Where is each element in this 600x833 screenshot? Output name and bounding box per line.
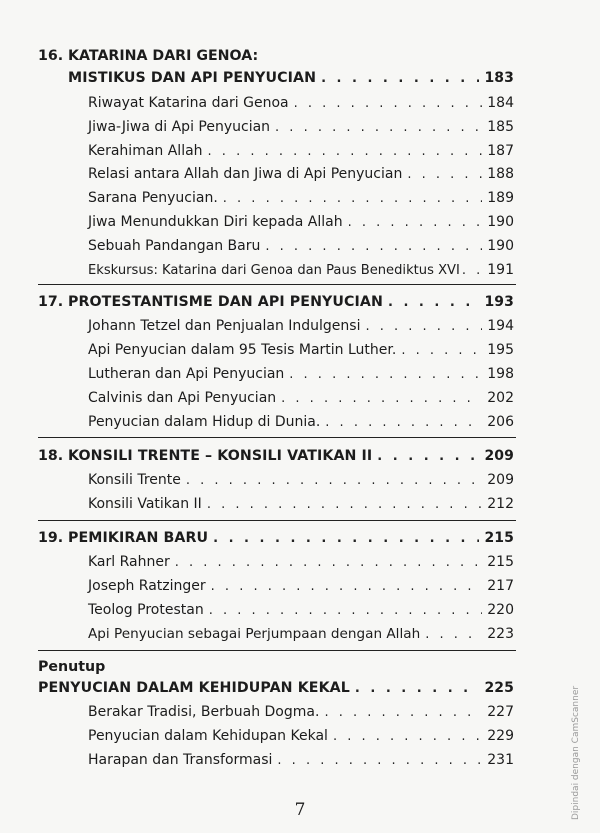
leader-dots bbox=[223, 191, 482, 206]
entry-title: Konsili Trente bbox=[88, 472, 181, 488]
toc-entry[interactable] bbox=[88, 414, 514, 430]
chapter-title: PROTESTANTISME DAN API PENYUCIAN bbox=[68, 294, 383, 310]
leader-dots bbox=[321, 71, 479, 86]
page-ref: 191 bbox=[487, 262, 514, 278]
entry-title: Harapan dan Transformasi bbox=[88, 752, 273, 768]
toc-entry[interactable] bbox=[88, 554, 514, 570]
page-ref: 212 bbox=[487, 496, 514, 512]
leader-dots bbox=[186, 473, 482, 488]
leader-dots bbox=[207, 497, 482, 512]
leader-dots bbox=[209, 603, 483, 618]
toc-entry[interactable] bbox=[88, 752, 514, 768]
toc-entry[interactable] bbox=[88, 166, 514, 182]
leader-dots bbox=[377, 449, 479, 464]
toc-entry[interactable] bbox=[88, 318, 514, 334]
entry-title: Joseph Ratzinger bbox=[88, 578, 206, 594]
toc-entry[interactable] bbox=[88, 119, 514, 135]
page-ref: 209 bbox=[487, 472, 514, 488]
page-ref: 198 bbox=[487, 366, 514, 382]
page-ref: 217 bbox=[487, 578, 514, 594]
leader-dots bbox=[208, 144, 483, 159]
leader-dots bbox=[462, 263, 485, 278]
entry-title: Johann Tetzel dan Penjualan Indulgensi bbox=[88, 318, 361, 334]
toc-entry[interactable] bbox=[88, 214, 514, 230]
scanner-watermark bbox=[571, 685, 585, 820]
entry-title: Penyucian dalam Hidup di Dunia. bbox=[88, 414, 321, 430]
watermark-text: Dipindai dengan CamScanner bbox=[571, 685, 581, 820]
leader-dots bbox=[333, 729, 482, 744]
entry-title: Lutheran dan Api Penyucian bbox=[88, 366, 285, 382]
page-ref: 215 bbox=[487, 554, 514, 570]
section-divider bbox=[38, 650, 516, 651]
closing-label: Penutup bbox=[38, 659, 106, 675]
entry-title: Ekskursus: Katarina dari Genoa dan Paus Benediktus XVI bbox=[88, 263, 460, 278]
toc-entry[interactable] bbox=[88, 496, 514, 512]
section-divider bbox=[38, 284, 516, 285]
chapter-title: PENYUCIAN DALAM KEHIDUPAN KEKAL bbox=[38, 680, 350, 696]
entry-title: Karl Rahner bbox=[88, 554, 170, 570]
toc-chapter-row[interactable] bbox=[68, 70, 514, 86]
toc-entry[interactable] bbox=[88, 472, 514, 488]
leader-dots bbox=[407, 167, 482, 182]
leader-dots bbox=[425, 627, 482, 642]
entry-title: Api Penyucian dalam 95 Tesis Martin Luther. bbox=[88, 342, 397, 358]
page-ref: 227 bbox=[487, 704, 514, 720]
page-ref: 202 bbox=[487, 390, 514, 406]
leader-dots bbox=[213, 531, 479, 546]
leader-dots bbox=[355, 681, 480, 696]
entry-title: Berakar Tradisi, Berbuah Dogma. bbox=[88, 704, 320, 720]
toc-entry[interactable] bbox=[88, 578, 514, 594]
toc-chapter-row[interactable] bbox=[68, 448, 514, 464]
leader-dots bbox=[325, 415, 482, 430]
page-ref: 184 bbox=[487, 95, 514, 111]
chapter-title: MISTIKUS DAN API PENYUCIAN bbox=[68, 70, 317, 86]
chapter-title-line1: KATARINA DARI GENOA: bbox=[68, 48, 259, 64]
leader-dots bbox=[275, 120, 482, 135]
entry-title: Jiwa-Jiwa di Api Penyucian bbox=[88, 119, 271, 135]
entry-title: Api Penyucian sebagai Perjumpaan dengan Allah bbox=[88, 626, 421, 642]
entry-title: Sarana Penyucian. bbox=[88, 190, 218, 206]
page-ref: 223 bbox=[487, 626, 514, 642]
chapter-number: 17. bbox=[38, 294, 64, 310]
toc-entry[interactable] bbox=[88, 602, 514, 618]
toc-entry[interactable] bbox=[88, 390, 514, 406]
entry-title: Konsili Vatikan II bbox=[88, 496, 202, 512]
chapter-number: 16. bbox=[38, 48, 64, 64]
page-ref: 195 bbox=[487, 342, 514, 358]
toc-entry[interactable] bbox=[88, 143, 514, 159]
leader-dots bbox=[388, 295, 479, 310]
entry-title: Sebuah Pandangan Baru bbox=[88, 238, 261, 254]
toc-entry[interactable] bbox=[88, 626, 514, 642]
page-ref: 185 bbox=[487, 119, 514, 135]
entry-title: Penyucian dalam Kehidupan Kekal bbox=[88, 728, 328, 744]
page-ref: 194 bbox=[487, 318, 514, 334]
leader-dots bbox=[365, 319, 482, 334]
page-ref: 193 bbox=[484, 294, 514, 310]
toc-entry[interactable] bbox=[88, 366, 514, 382]
leader-dots bbox=[211, 579, 483, 594]
toc-entry[interactable] bbox=[88, 728, 514, 744]
chapter-title: KONSILI TRENTE – KONSILI VATIKAN II bbox=[68, 448, 373, 464]
toc-entry[interactable] bbox=[88, 190, 514, 206]
entry-title: Relasi antara Allah dan Jiwa di Api Penyucian bbox=[88, 166, 403, 182]
page-ref: 183 bbox=[484, 70, 514, 86]
page-ref: 231 bbox=[487, 752, 514, 768]
leader-dots bbox=[175, 555, 483, 570]
page-ref: 225 bbox=[484, 680, 514, 696]
page-ref: 190 bbox=[487, 214, 514, 230]
section-divider bbox=[38, 437, 516, 438]
toc-entry[interactable] bbox=[88, 95, 514, 111]
page-ref: 187 bbox=[487, 143, 514, 159]
page-ref: 215 bbox=[484, 530, 514, 546]
toc-chapter-row[interactable] bbox=[68, 530, 514, 546]
chapter-number: 18. bbox=[38, 448, 64, 464]
toc-entry[interactable] bbox=[88, 238, 514, 254]
page-ref: 229 bbox=[487, 728, 514, 744]
toc-chapter-row[interactable] bbox=[68, 294, 514, 310]
leader-dots bbox=[401, 343, 482, 358]
chapter-number: 19. bbox=[38, 530, 64, 546]
page-ref: 209 bbox=[484, 448, 514, 464]
toc-chapter-row[interactable] bbox=[38, 680, 514, 696]
page-ref: 220 bbox=[487, 602, 514, 618]
leader-dots bbox=[348, 215, 483, 230]
toc-entry[interactable] bbox=[88, 342, 514, 358]
entry-title: Riwayat Katarina dari Genoa bbox=[88, 95, 289, 111]
section-divider bbox=[38, 520, 516, 521]
page-ref: 190 bbox=[487, 238, 514, 254]
page-ref: 188 bbox=[487, 166, 514, 182]
leader-dots bbox=[277, 753, 482, 768]
leader-dots bbox=[281, 391, 482, 406]
chapter-title: PEMIKIRAN BARU bbox=[68, 530, 209, 546]
page-number: 7 bbox=[294, 800, 306, 820]
leader-dots bbox=[294, 96, 483, 111]
page-ref: 189 bbox=[487, 190, 514, 206]
entry-title: Kerahiman Allah bbox=[88, 143, 203, 159]
leader-dots bbox=[289, 367, 482, 382]
leader-dots bbox=[265, 239, 482, 254]
leader-dots bbox=[324, 705, 482, 720]
entry-title: Teolog Protestan bbox=[88, 602, 204, 618]
entry-title: Jiwa Menundukkan Diri kepada Allah bbox=[88, 214, 343, 230]
toc-entry[interactable] bbox=[88, 704, 514, 720]
toc-entry[interactable] bbox=[88, 262, 514, 278]
page-ref: 206 bbox=[487, 414, 514, 430]
entry-title: Calvinis dan Api Penyucian bbox=[88, 390, 277, 406]
